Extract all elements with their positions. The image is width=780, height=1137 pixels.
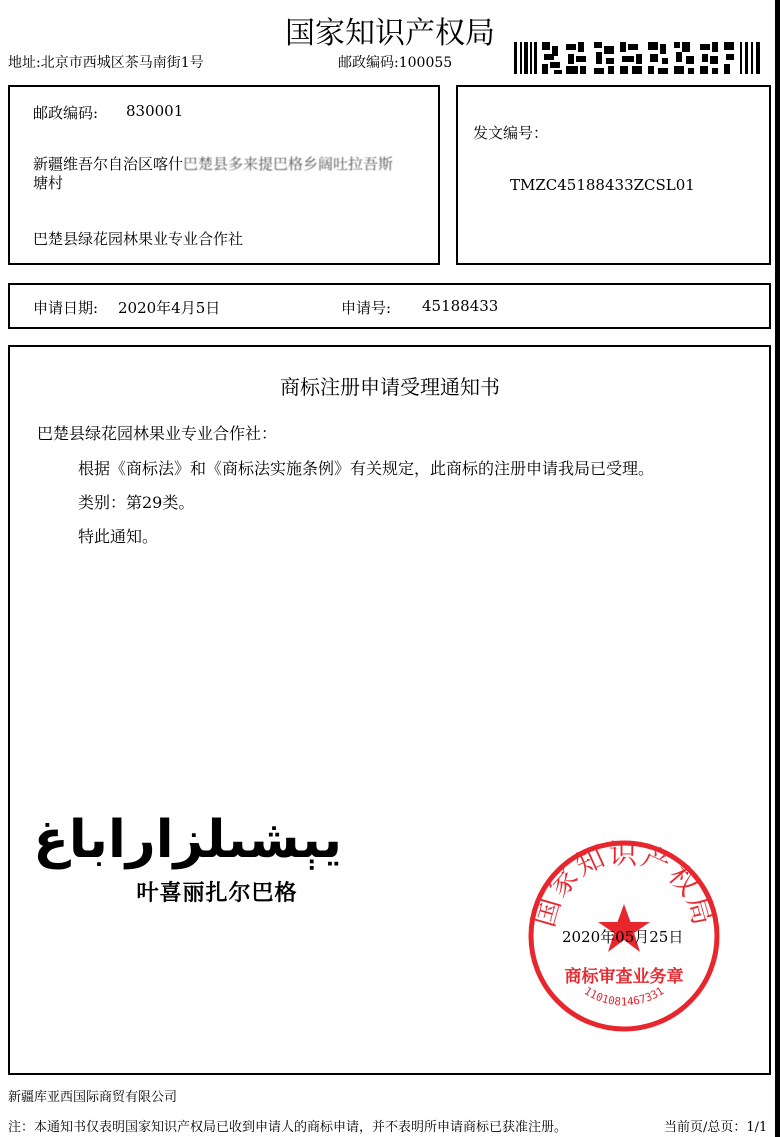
trademark-chinese-text: 叶喜丽扎尔巴格 bbox=[136, 881, 298, 906]
seal-bottom-text: 商标审查业务章 bbox=[564, 967, 684, 987]
seal-top-text: 国家知识产权局 bbox=[527, 838, 721, 931]
notice-category: 类别：第29类。 bbox=[78, 493, 195, 512]
recipient-postcode-value: 830001 bbox=[126, 102, 184, 120]
recipient-postcode-label: 邮政编码: bbox=[33, 104, 99, 122]
recipient-address-line1 bbox=[33, 153, 393, 174]
recipient-address-line2: 塘村 bbox=[33, 174, 64, 192]
application-date-label: 申请日期: bbox=[33, 299, 99, 317]
barcode-icon bbox=[514, 42, 764, 74]
page-info: 当前页/总页：1/1 bbox=[664, 1120, 768, 1135]
recipient-name: 巴楚县绿花园林果业专业合作社 bbox=[33, 230, 244, 248]
trademark-uyghur-text: يېشىلزاراباغ bbox=[33, 810, 342, 870]
notice-heading: 商标注册申请受理通知书 bbox=[280, 375, 500, 399]
application-date-value: 2020年4月5日 bbox=[118, 299, 221, 317]
agent-name: 新疆库亚西国际商贸有限公司 bbox=[8, 1090, 178, 1105]
recipient-address-redacted: 巴楚县多来提巴格乡阔吐拉吾斯 bbox=[183, 155, 394, 173]
trademark-logo bbox=[33, 808, 342, 918]
application-number-value: 45188433 bbox=[422, 297, 499, 315]
doc-number-value: TMZC45188433ZCSL01 bbox=[510, 176, 695, 194]
notice-date: 2020年05月25日 bbox=[562, 928, 684, 946]
notice-body: 根据《商标法》和《商标法实施条例》有关规定，此商标的注册申请我局已受理。 bbox=[78, 459, 655, 478]
doc-number-box bbox=[456, 85, 771, 265]
issuer-address: 地址:北京市西城区茶马南街1号 bbox=[8, 55, 204, 71]
recipient-address-visible: 新疆维吾尔自治区喀什 bbox=[33, 155, 184, 173]
issuer-postcode: 邮政编码:100055 bbox=[338, 55, 453, 71]
page-edge-bar bbox=[775, 0, 780, 1137]
footer-note: 注：本通知书仅表明国家知识产权局已收到申请人的商标申请，并不表明所申请商标已获准注册。 bbox=[8, 1120, 568, 1135]
application-number-label: 申请号: bbox=[341, 299, 392, 317]
issuer-title: 国家知识产权局 bbox=[285, 16, 495, 51]
doc-number-label: 发文编号： bbox=[473, 124, 549, 142]
notice-addressee: 巴楚县绿花园林果业专业合作社： bbox=[37, 424, 278, 443]
seal-serial-text: 1101081467331 bbox=[581, 984, 667, 1009]
notice-closing: 特此通知。 bbox=[78, 527, 159, 546]
